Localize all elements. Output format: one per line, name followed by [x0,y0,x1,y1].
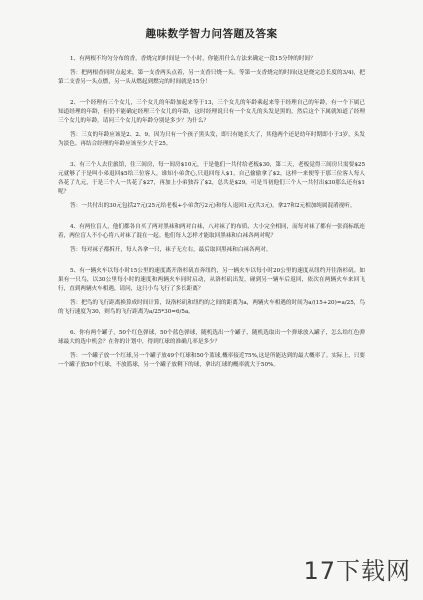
page-title: 趣味数学智力问答题及答案 [145,28,278,40]
answer-6: 答：一个罐子放一个红球,另一个罐子放49个红球和50个蓝球,概率接近75%,这是所能达到的最大概率了。实际上，只要一个罐子放50个红球，不放篮球，另一个罐子放剩下的球，拿出红球的概率就大于50%。 [58,353,365,368]
question-1: 1、有两根不均匀分布的香，香烧完的时间是一个小时，你能用什么方法来确定一段15分钟的时间？ [70,56,316,62]
answer-2: 答：三女的年龄应该是2、2、9。因为只有一个孩子黑头发，即只有她长大了，其他两个还是幼年时期即小于3岁，头发为淡色。再结合经理的年龄应该至少大于25。 [58,132,365,147]
question-2: 2、一个经理有三个女儿，三个女儿的年龄加起来等于13，三个女儿的年龄乘起来等于经理自己的年龄，有一个下属已知道经理的年龄，但仍不能确定经理三个女儿的年龄，这时经理说只有一个女儿的头发是黑的，然后这个下属就知道了经理三个女儿的年龄。请问三个女儿的年龄分别是多少？为什么？ [58,100,365,124]
answer-4: 答：每对袜子都拆开，每人各拿一只，袜子无左右，最后取回黑袜和白袜各两对。 [70,247,272,253]
question-4: 4、有两位盲人，他们都各自买了两对黑袜和两对白袜，八对袜了的布质、大小完全相同，而每对袜了都有一张商标纸连着，两位盲人不小心将八对袜了混在一起。他们每人怎样才能取回黑袜和白袜各两对呢？ [58,224,365,239]
site-watermark: 17下载网 [303,557,411,585]
question-5: 5、有一辆火车以每小时15公里的速度离开洛杉矶直奔纽约，另一辆火车以每小时20公里的速度从纽约开往洛杉矶。如果有一只鸟，以30公里每小时的速度和两辆火车同时启动，从洛杉矶出发，碰到另一辆车后返回，依次在两辆火车来回飞行，直到两辆火车相遇，请问，这只小鸟飞行了多长距离？ [58,268,365,292]
answer-3: 答：一共付出的30元包括27元(25元给老板+小弟贪污2元)和每人退回1元(共3元)，拿27和2元相加纯属混淆视听。 [70,203,356,209]
question-3: 3、有三个人去住旅馆，住三间房，每一间房$10元，于是他们一共付给老板$30，第二天，老板觉得三间房只需要$25元就够了于是叫小弟退回$5给三位客人，谁知小弟贪心,只退回每人$1，自己偷偷拿了$2，这样一来便等于那三位客人每人各花了九元，于是三个人一共花了$27，再加上小弟独吞了$2，总共是$29。可是当初他们三个人一共付出$30那么还有$1呢？ [58,162,365,195]
question-6: 6、你有两个罐子，50个红色弹球，50个蓝色弹球，随机选出一个罐子，随机选取出一个弹球放入罐子，怎么给红色弹球最大的选中机会？在你的计划中，得到红球的准确几率是多少？ [58,330,365,345]
answer-5: 答：把鸟的飞行距离换算成时间计算，设洛杉矶和纽约的之间的距离为a，两辆火车相遇的时间为a/(15+20)=a/25，鸟的飞行速度为30，则鸟的飞行距离为a/25*30=6/5a。 [58,300,365,315]
answer-1: 答：把两根香同时点起来，第一支香两头点着，另一支香只烧一头。等第一支香烧完的时间(这是烧完总长度的3/4)，把第二支香另一头点燃，另一头从燃起到燃完的时间就是15分！ [58,70,365,85]
